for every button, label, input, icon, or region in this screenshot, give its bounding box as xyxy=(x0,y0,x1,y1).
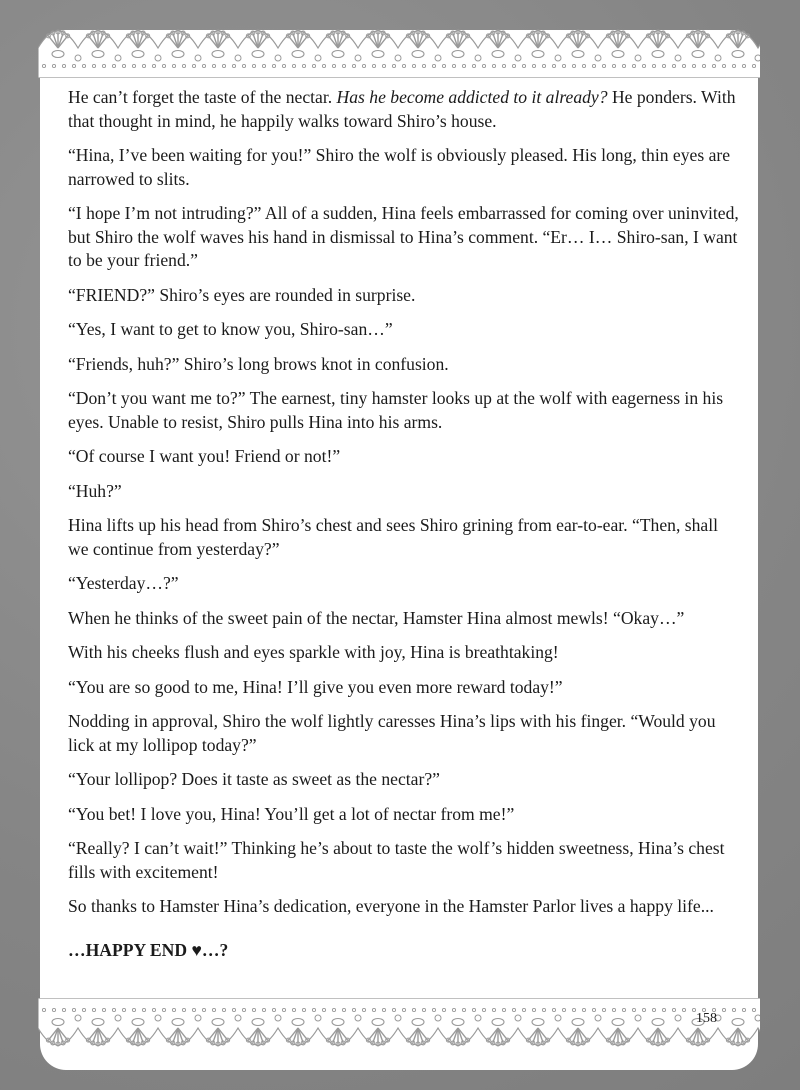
paragraph: “You bet! I love you, Hina! You’ll get a lot of nectar from me!” xyxy=(68,803,515,824)
paragraph: “You are so good to me, Hina! I’ll give you even more reward today!” xyxy=(68,676,563,697)
bottom-lace-border xyxy=(38,998,760,1062)
paragraph: “Your lollipop? Does it taste as sweet as the nectar?” xyxy=(68,769,440,789)
paragraph: “Friends, huh?” Shiro’s long brows knot in confusion. xyxy=(68,353,449,374)
story-text xyxy=(68,86,740,973)
paragraph: With his cheeks flush and eyes sparkle with joy, Hina is breathtaking! xyxy=(68,642,559,662)
paragraph: “Yesterday…?” xyxy=(68,573,179,593)
paragraph: “Of course I want you! Friend or not!” xyxy=(68,446,341,466)
paragraph: “Hina, I’ve been waiting for you!” Shiro the wolf is obviously pleased. His long, thin eyes are narrowed to slits. xyxy=(68,145,731,189)
ending-line: …HAPPY END ♥…? xyxy=(68,939,229,960)
paragraph: “Huh?” xyxy=(68,480,122,501)
paragraph: He can’t forget the taste of the nectar. Has he become addicted to it already? He ponders. With that thought in mind, he happily walks toward Shiro’s house. xyxy=(68,87,736,131)
paragraph: “Don’t you want me to?” The earnest, tiny hamster looks up at the wolf with eagerness in his eyes. Unable to resist, Shiro pulls Hina into his arms. xyxy=(68,388,724,432)
paragraph: “Yes, I want to get to know you, Shiro-san…” xyxy=(68,319,393,339)
top-lace-border xyxy=(38,14,760,78)
paragraph: So thanks to Hamster Hina’s dedication, everyone in the Hamster Parlor lives a happy life... xyxy=(68,896,714,916)
paragraph: “Really? I can’t wait!” Thinking he’s about to taste the wolf’s hidden sweetness, Hina’s chest fills with excitement! xyxy=(68,838,725,882)
paragraph: When he thinks of the sweet pain of the nectar, Hamster Hina almost mewls! “Okay…” xyxy=(68,607,685,628)
paragraph: “I hope I’m not intruding?” All of a sudden, Hina feels embarrassed for coming over uninvited, but Shiro the wolf waves his hand in dismissal to Hina’s comment. “Er… I… Shiro-san, I want to be your friend.” xyxy=(68,203,739,270)
paragraph: “FRIEND?” Shiro’s eyes are rounded in surprise. xyxy=(68,284,416,305)
page-number: 158 xyxy=(696,1011,717,1026)
paragraph: Nodding in approval, Shiro the wolf lightly caresses Hina’s lips with his finger. “Would you lick at my lollipop today?” xyxy=(68,711,716,755)
italic-thought: Has he become addicted to it already? xyxy=(336,87,608,107)
paragraph: Hina lifts up his head from Shiro’s chest and sees Shiro grining from ear-to-ear. “Then, shall we continue from yesterday?” xyxy=(68,515,718,559)
